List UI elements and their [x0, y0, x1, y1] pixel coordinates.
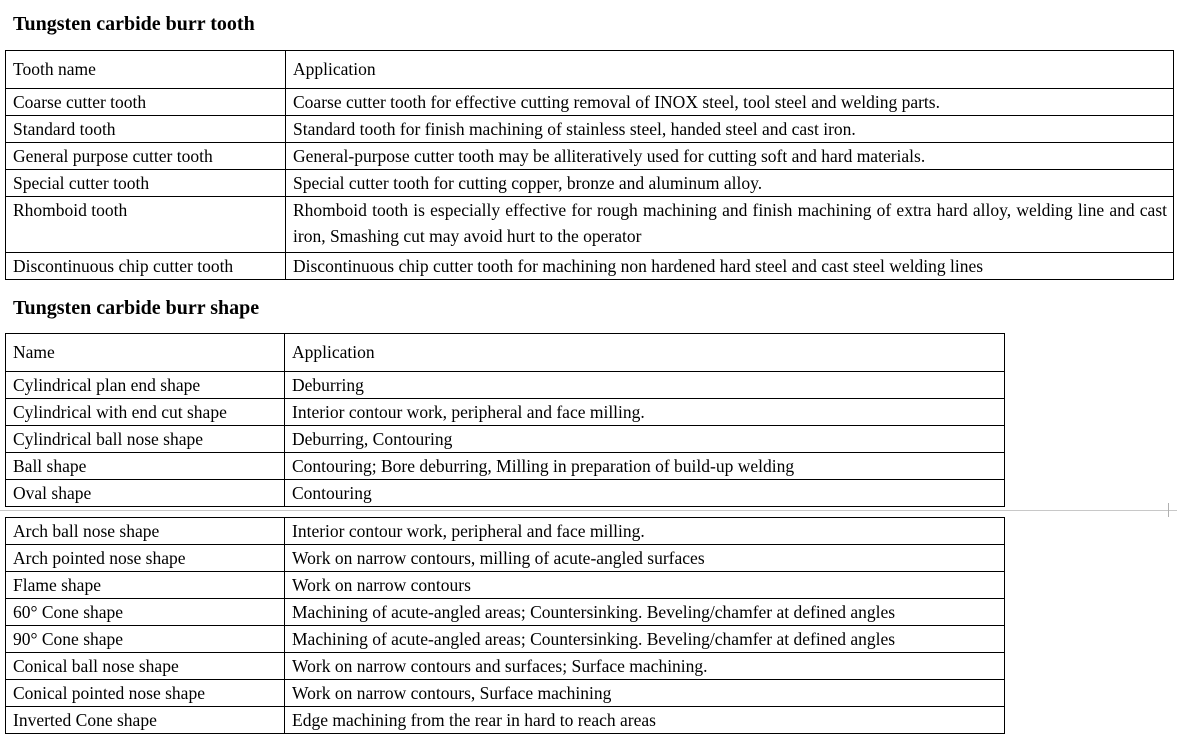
tooth-section-title: Tungsten carbide burr tooth — [13, 13, 255, 35]
page-break-line — [0, 510, 1177, 511]
table-row — [6, 426, 1005, 453]
table-row — [6, 518, 1005, 545]
shape-name-cell: Arch ball nose shape — [6, 518, 285, 545]
application-cell: Special cutter tooth for cutting copper, bronze and aluminum alloy. — [286, 170, 1174, 197]
application-cell: Work on narrow contours, Surface machining — [285, 680, 1005, 707]
column-header-application: Application — [285, 334, 1005, 372]
table-header-row — [6, 334, 1005, 372]
shape-name-cell: Ball shape — [6, 453, 285, 480]
shape-name-cell: Conical ball nose shape — [6, 653, 285, 680]
application-cell: Edge machining from the rear in hard to reach areas — [285, 707, 1005, 734]
tooth-name-cell: Rhomboid tooth — [6, 197, 286, 253]
table-row — [6, 599, 1005, 626]
shape-section-title: Tungsten carbide burr shape — [13, 297, 260, 319]
shape-name-cell: Cylindrical with end cut shape — [6, 399, 285, 426]
tooth-name-cell: Special cutter tooth — [6, 170, 286, 197]
tooth-table — [5, 50, 1174, 280]
table-row — [6, 680, 1005, 707]
application-cell: Contouring; Bore deburring, Milling in preparation of build-up welding — [285, 453, 1005, 480]
table-row — [6, 480, 1005, 507]
shape-name-cell: 90° Cone shape — [6, 626, 285, 653]
tooth-name-cell: General purpose cutter tooth — [6, 143, 286, 170]
shape-name-cell: 60° Cone shape — [6, 599, 285, 626]
column-header-name: Name — [6, 334, 285, 372]
shape-name-cell: Inverted Cone shape — [6, 707, 285, 734]
table-row — [6, 253, 1174, 280]
table-row — [6, 197, 1174, 253]
application-cell: Deburring — [285, 372, 1005, 399]
application-cell: Interior contour work, peripheral and face milling. — [285, 518, 1005, 545]
shape-table-part-2 — [5, 517, 1005, 734]
column-header-application: Application — [286, 51, 1174, 89]
application-cell: Contouring — [285, 480, 1005, 507]
shape-name-cell: Arch pointed nose shape — [6, 545, 285, 572]
table-row — [6, 116, 1174, 143]
application-cell: Work on narrow contours and surfaces; Surface machining. — [285, 653, 1005, 680]
application-cell: General-purpose cutter tooth may be alliteratively used for cutting soft and hard materials. — [286, 143, 1174, 170]
application-cell: Machining of acute-angled areas; Countersinking. Beveling/chamfer at defined angles — [285, 599, 1005, 626]
table-row — [6, 399, 1005, 426]
column-header-tooth-name: Tooth name — [6, 51, 286, 89]
table-row — [6, 453, 1005, 480]
application-cell: Coarse cutter tooth for effective cutting removal of INOX steel, tool steel and welding parts. — [286, 89, 1174, 116]
application-cell: Work on narrow contours, milling of acute-angled surfaces — [285, 545, 1005, 572]
table-row — [6, 89, 1174, 116]
table-row — [6, 707, 1005, 734]
shape-name-cell: Cylindrical plan end shape — [6, 372, 285, 399]
application-cell: Standard tooth for finish machining of stainless steel, handed steel and cast iron. — [286, 116, 1174, 143]
shape-name-cell: Flame shape — [6, 572, 285, 599]
tooth-name-cell: Coarse cutter tooth — [6, 89, 286, 116]
page-break-marker — [1168, 503, 1169, 517]
table-row — [6, 170, 1174, 197]
shape-name-cell: Oval shape — [6, 480, 285, 507]
shape-name-cell: Cylindrical ball nose shape — [6, 426, 285, 453]
table-row — [6, 572, 1005, 599]
shape-table-part-1 — [5, 333, 1005, 507]
application-cell: Rhomboid tooth is especially effective for rough machining and finish machining of extra hard alloy, welding line and cast iron, Smashing cut may avoid hurt to the operator — [286, 197, 1174, 253]
tooth-name-cell: Standard tooth — [6, 116, 286, 143]
application-cell: Interior contour work, peripheral and face milling. — [285, 399, 1005, 426]
application-cell: Deburring, Contouring — [285, 426, 1005, 453]
shape-name-cell: Conical pointed nose shape — [6, 680, 285, 707]
table-header-row — [6, 51, 1174, 89]
table-row — [6, 545, 1005, 572]
tooth-name-cell: Discontinuous chip cutter tooth — [6, 253, 286, 280]
table-row — [6, 626, 1005, 653]
table-row — [6, 653, 1005, 680]
application-cell: Discontinuous chip cutter tooth for machining non hardened hard steel and cast steel welding lines — [286, 253, 1174, 280]
table-row — [6, 372, 1005, 399]
table-row — [6, 143, 1174, 170]
application-cell: Machining of acute-angled areas; Countersinking. Beveling/chamfer at defined angles — [285, 626, 1005, 653]
application-cell: Work on narrow contours — [285, 572, 1005, 599]
